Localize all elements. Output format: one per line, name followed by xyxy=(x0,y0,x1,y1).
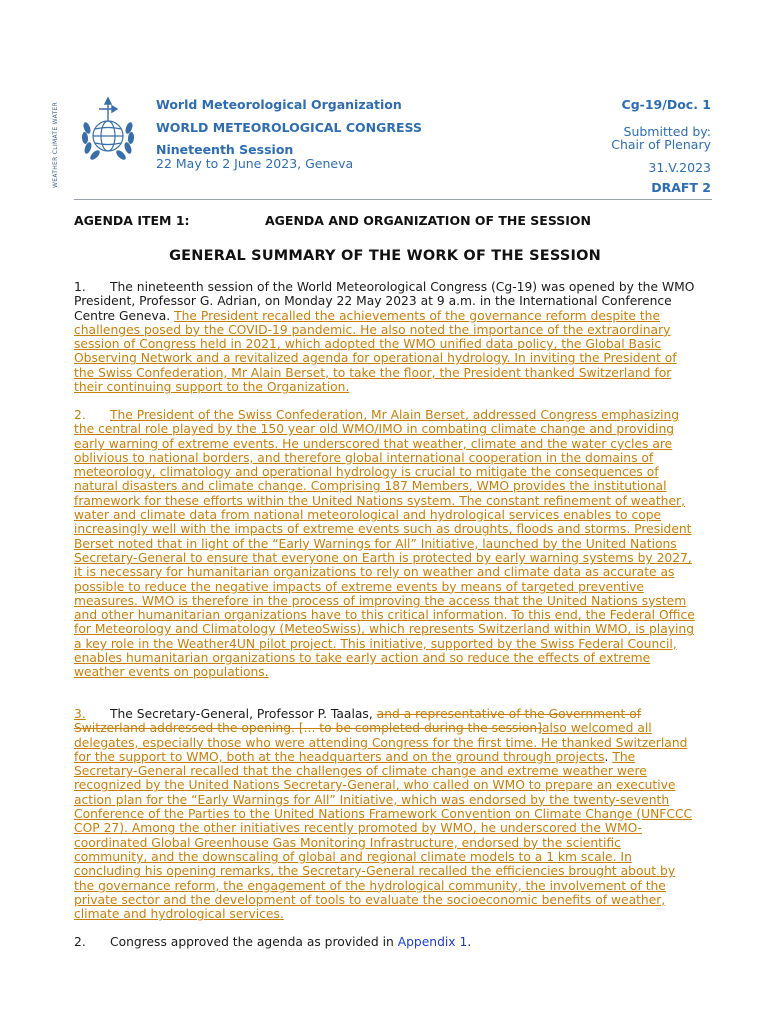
sidebar-tagline: WEATHER CLIMATE WATER xyxy=(52,101,59,189)
deleted-text: and a representative of the Government of Switzerland addressed the opening. [... to be completed during the session] xyxy=(74,707,642,736)
paragraph-2 xyxy=(74,408,698,680)
paragraph-number: 2. xyxy=(74,935,86,949)
doc-reference: Cg-19/Doc. 1 xyxy=(621,97,711,112)
draft-label: DRAFT 2 xyxy=(651,180,711,195)
submitter: Chair of Plenary xyxy=(611,137,711,152)
paragraph-text: Congress approved the agenda as provided in xyxy=(110,935,398,949)
congress-name: WORLD METEOROLOGICAL CONGRESS xyxy=(156,120,423,135)
paragraph-text: The nineteenth session of the World Meteorological Congress (Cg-19) was opened by the WMO President, Professor G. Adrian, on Monday 22 May 2023 at 9 a.m. in the International Conference Centre Geneva. xyxy=(74,280,695,323)
paragraph-text: . xyxy=(467,935,472,949)
header-divider xyxy=(74,199,712,200)
appendix-1-link[interactable]: Appendix 1 xyxy=(397,935,468,949)
document-title: GENERAL SUMMARY OF THE WORK OF THE SESSION xyxy=(169,248,601,264)
paragraph-text: The Secretary-General, Professor P. Taalas, xyxy=(110,707,377,721)
paragraph-number: 2. xyxy=(74,408,86,422)
org-name: World Meteorological Organization xyxy=(156,97,402,112)
paragraph-text: . xyxy=(604,749,613,764)
inserted-text: The President recalled the achievements of the governance reform despite the challenges posed by the COVID-19 pandemic. He also noted the importance of the extraordinary session of Congress held in 2021, which adopted the WMO unified data policy, the Global Basic Observing Network and a revitalized agenda for operational hydrology. In inviting the President of the Swiss Confederation, Mr Alain Berset, to take the floor, the President thanked Switzerland for their continuing support to the Organization. xyxy=(74,308,677,395)
wmo-logo xyxy=(75,96,141,166)
submitted-by-label: Submitted by: xyxy=(623,124,711,139)
inserted-text: also welcomed all delegates, especially those who were attending Congress for the first time. He thanked Switzerland for the support to WMO, both at the headquarters and on the ground through projects xyxy=(74,721,688,764)
session-name: Nineteenth Session xyxy=(156,142,294,157)
paragraph-number: 3. xyxy=(74,707,86,721)
session-dates: 22 May to 2 June 2023, Geneva xyxy=(156,156,354,171)
paragraph-number: 1. xyxy=(74,280,86,294)
paragraph-1 xyxy=(74,280,698,394)
inserted-text: The Secretary-General recalled that the challenges of climate change and extreme weather were recognized by the United Nations Secretary-General, who called on WMO to prepare an executive action plan for the “Early Warnings for All” Initiative, which was endorsed by the twenty-seventh Conference of the Parties to the United Nations Framework Convention on Climate Change (UNFCCC COP 27). Among the other initiatives recently promoted by WMO, he underscored the WMO-coordinated Global Greenhouse Gas Monitoring Infrastructure, endorsed by the scientific community, and the downscaling of global and regional climate models to a 1 km scale. In concluding his opening remarks, the Secretary-General recalled the efficiencies brought about by the governance reform, the engagement of the hydrological community, the involvement of the private sector and the development of tools to evaluate the socioeconomic benefits of weather, climate and hydrological services. xyxy=(74,749,693,922)
agenda-item-title: AGENDA AND ORGANIZATION OF THE SESSION xyxy=(265,213,592,228)
paragraph-3 xyxy=(74,707,698,921)
inserted-text: The President of the Swiss Confederation, Mr Alain Berset, addressed Congress emphasizing the central role played by the 150 year old WMO/IMO in combating climate change and providing early warning of extreme events. He underscored that weather, climate and the water cycles are oblivious to national borders, and therefore global international cooperation in the domains of meteorology, climatology and operational hydrology is crucial to mitigate the consequences of natural disasters and climate change. Comprising 187 Members, WMO provides the institutional framework for these efforts within the United Nations system. The constant refinement of weather, water and climate data from national meteorological and hydrological services enables to cope increasingly well with the impacts of extreme events such as droughts, floods and storms. President Berset noted that in light of the “Early Warnings for All” Initiative, launched by the United Nations Secretary-General to ensure that everyone on Earth is protected by early warning systems by 2027, it is necessary for humanitarian organizations to rely on weather and climate data as accurate as possible to reduce the negative impacts of extreme events by means of targeted preventive measures. WMO is therefore in the process of improving the access that the United Nations system and other humanitarian organizations have to this critical information. To this end, the Federal Office for Meteorology and Climatology (MeteoSwiss), which represents Switzerland within WMO, is playing a key role in the Weather4UN pilot project. This initiative, supported by the Swiss Federal Council, enables humanitarian organizations to take early action and so reduce the effects of extreme weather events on populations. xyxy=(74,408,695,680)
paragraph-4 xyxy=(74,935,698,949)
document-date: 31.V.2023 xyxy=(648,160,711,175)
agenda-item-label: AGENDA ITEM 1: xyxy=(74,213,190,228)
